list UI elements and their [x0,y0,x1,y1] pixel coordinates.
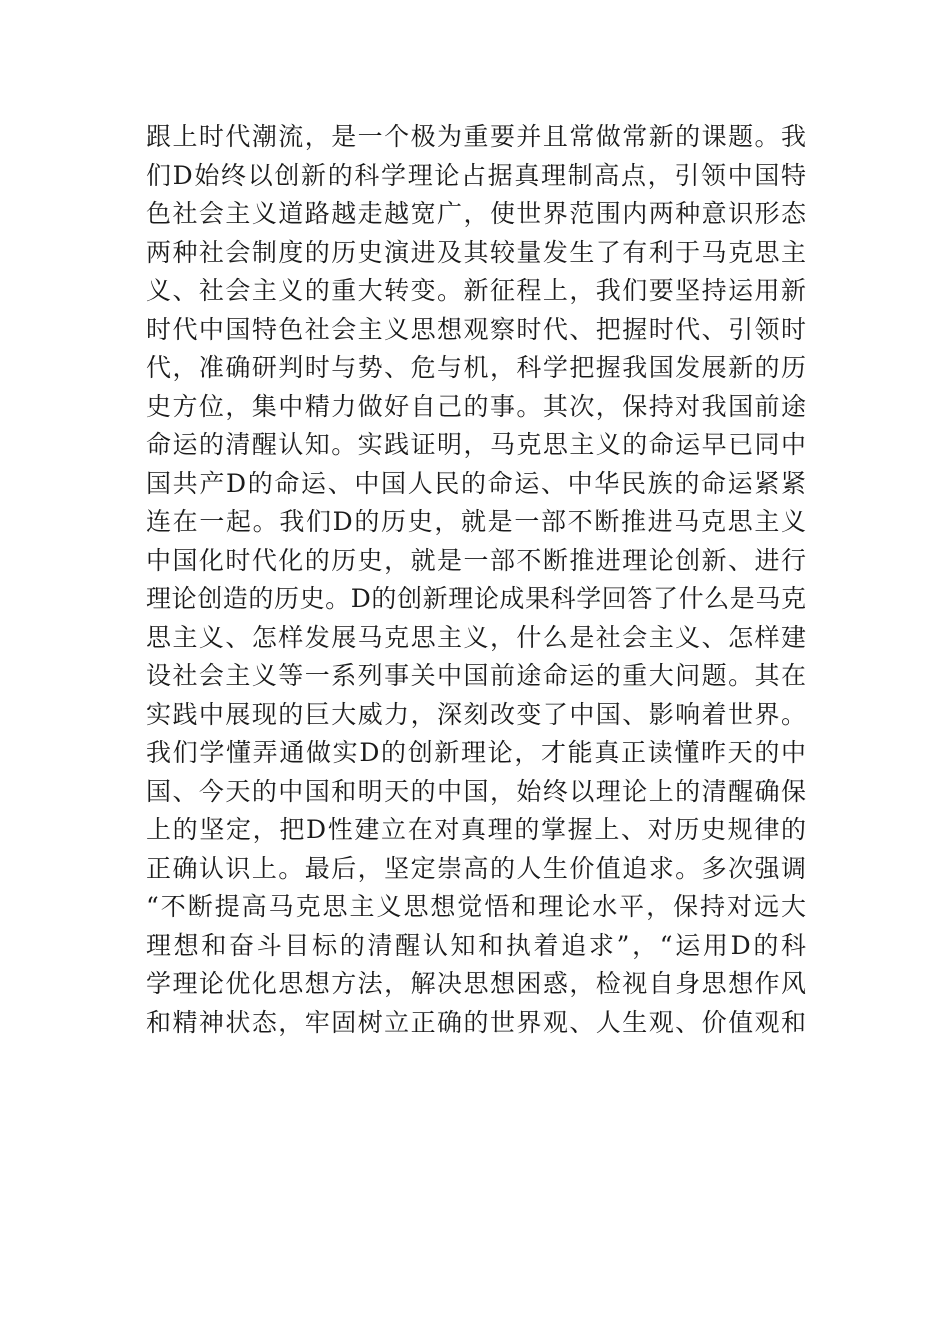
text-line: 连在一起。我们D的历史，就是一部不断推进马克思主义 [146,507,806,536]
text-line: 中国化时代化的历史，就是一部不断推进理论创新、进行 [146,545,806,575]
text-line: 国共产D的命运、中国人民的命运、中华民族的命运紧紧 [146,468,806,498]
text-line: 色社会主义道路越走越宽广，使世界范围内两种意识形态 [146,199,806,228]
text-line: 实践中展现的巨大威力，深刻改变了中国、影响着世界。 [146,699,806,729]
text-line: 两种社会制度的历史演进及其较量发生了有利于马克思主 [146,237,806,267]
body-paragraph [146,118,806,1042]
text-line: 跟上时代潮流，是一个极为重要并且常做常新的课题。我 [146,122,806,151]
text-line: 代，准确研判时与势、危与机，科学把握我国发展新的历 [146,353,806,382]
text-line: 学理论优化思想方法，解决思想困惑，检视自身思想作风 [146,969,806,998]
text-line: 史方位，集中精力做好自己的事。其次，保持对我国前途 [146,391,806,421]
text-line: 理论创造的历史。D的创新理论成果科学回答了什么是马克 [146,584,806,613]
text-line: 时代中国特色社会主义思想观察时代、把握时代、引领时 [146,314,806,344]
text-line: 我们学懂弄通做实D的创新理论，才能真正读懂昨天的中 [146,738,806,767]
text-line: 命运的清醒认知。实践证明，马克思主义的命运早已同中 [146,430,806,459]
text-line: 国、今天的中国和明天的中国，始终以理论上的清醒确保 [146,776,806,806]
text-line: 们D始终以创新的科学理论占据真理制高点，引领中国特 [146,160,806,190]
text-line: 和精神状态，牢固树立正确的世界观、人生观、价值观和 [146,1007,806,1037]
text-line: 设社会主义等一系列事关中国前途命运的重大问题。其在 [146,661,806,690]
text-line: 义、社会主义的重大转变。新征程上，我们要坚持运用新 [146,276,806,305]
text-line: 正确认识上。最后，坚定崇高的人生价值追求。多次强调 [146,853,806,883]
text-line: 理想和奋斗目标的清醒认知和执着追求”，“运用D的科 [146,930,806,960]
text-line: 思主义、怎样发展马克思主义，什么是社会主义、怎样建 [146,622,806,652]
text-line: “不断提高马克思主义思想觉悟和理论水平，保持对远大 [146,892,806,921]
text-line: 上的坚定，把D性建立在对真理的掌握上、对历史规律的 [146,815,806,844]
